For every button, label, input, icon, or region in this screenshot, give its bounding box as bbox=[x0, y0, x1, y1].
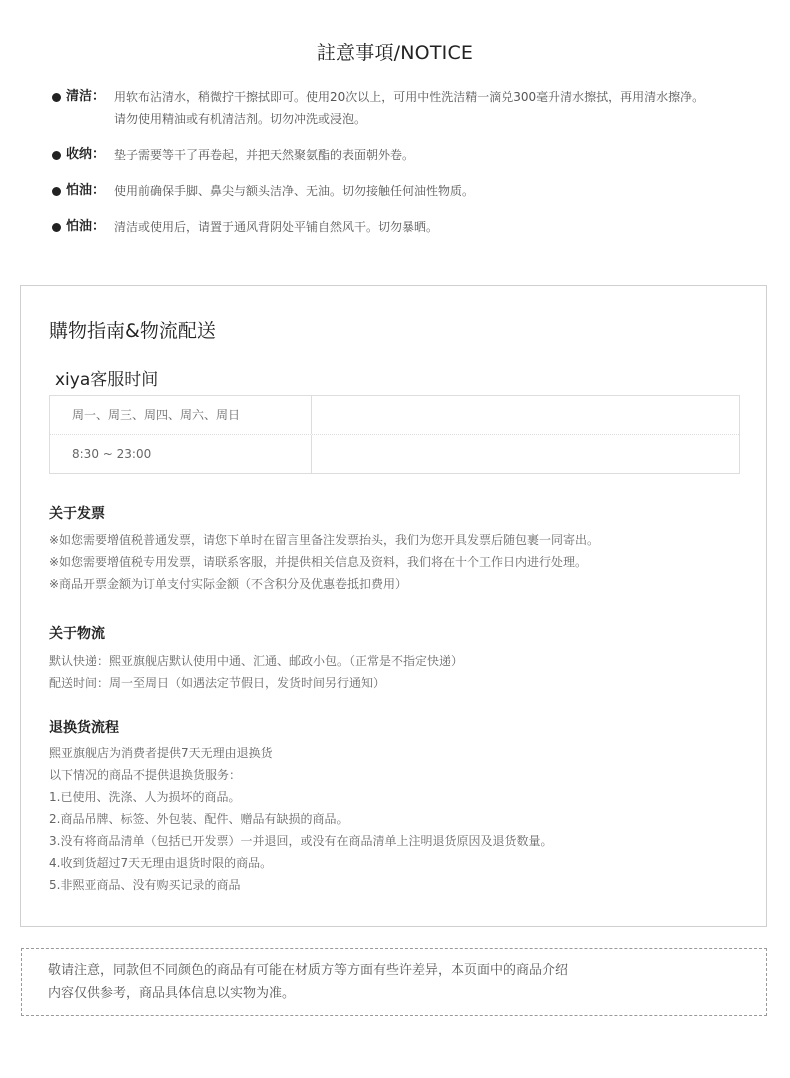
shipping-section-body bbox=[49, 650, 463, 694]
shipping-line: 配送时间：周一至周日（如遇法定节假日，发货时间另行通知） bbox=[49, 676, 386, 690]
returns-section-body bbox=[49, 742, 552, 896]
service-hours-cell: 8:30 ~ 23:00 bbox=[50, 435, 312, 473]
service-days-cell: 周一、周三、周四、周六、周日 bbox=[50, 396, 312, 434]
table-row bbox=[50, 396, 739, 435]
notice-text: 用软布沾清水，稍微拧干擦拭即可。使用20次以上，可用中性洗洁精一滴兑300毫升清水擦拭，再用清水擦净。 bbox=[114, 90, 705, 104]
invoice-line: ※如您需要增值税普通发票，请您下单时在留言里备注发票抬头，我们为您开具发票后随包裹一同寄出。 bbox=[49, 533, 600, 547]
notice-label: 怕油： bbox=[66, 219, 106, 234]
notice-title: 註意事項/NOTICE bbox=[316, 42, 474, 64]
notice-text: 请勿使用精油或有机清洁剂。切勿冲洗或浸泡。 bbox=[114, 112, 367, 126]
table-row bbox=[50, 435, 739, 473]
bullet-icon bbox=[52, 93, 61, 102]
shipping-line: 默认快递：熙亚旗舰店默认使用中通、汇通、邮政小包。（正常是不指定快递） bbox=[49, 654, 464, 668]
invoice-line: ※商品开票金额为订单支付实际金额（不含积分及优惠卷抵扣费用） bbox=[49, 577, 408, 591]
notice-label: 清洁： bbox=[66, 89, 106, 104]
guide-title: 購物指南&物流配送 bbox=[49, 320, 216, 342]
notice-label: 怕油： bbox=[66, 183, 106, 198]
invoice-section-title: 关于发票 bbox=[49, 506, 105, 522]
returns-line: 以下情况的商品不提供退换货服务： bbox=[49, 768, 242, 782]
notice-text: 垫子需要等干了再卷起，并把天然聚氨酯的表面朝外卷。 bbox=[114, 148, 415, 162]
returns-line: 1.已使用、洗涤、人为损坏的商品。 bbox=[49, 790, 241, 804]
service-hours-table bbox=[49, 395, 740, 474]
bullet-icon bbox=[52, 223, 61, 232]
notice-item-storage bbox=[52, 144, 762, 166]
returns-line: 5.非熙亚商品、没有购买记录的商品 bbox=[49, 878, 241, 892]
service-hours-title: xiya客服时间 bbox=[55, 370, 159, 390]
returns-line: 熙亚旗舰店为消费者提供7天无理由退换货 bbox=[49, 746, 273, 760]
returns-line: 4.收到货超过7天无理由退货时限的商品。 bbox=[49, 856, 273, 870]
notice-text: 清洁或使用后，请置于通风背阴处平铺自然风干。切勿暴晒。 bbox=[114, 220, 439, 234]
notice-label: 收纳： bbox=[66, 147, 106, 162]
invoice-section-body bbox=[49, 529, 599, 595]
notice-item-oil bbox=[52, 180, 762, 202]
returns-line: 2.商品吊牌、标签、外包装、配件、赠品有缺损的商品。 bbox=[49, 812, 349, 826]
bullet-icon bbox=[52, 151, 61, 160]
bullet-icon bbox=[52, 187, 61, 196]
shopping-guide-panel bbox=[20, 285, 767, 927]
disclaimer-line: 内容仅供参考，商品具体信息以实物为准。 bbox=[48, 986, 296, 1001]
disclaimer-box bbox=[21, 948, 767, 1016]
invoice-line: ※如您需要增值税专用发票，请联系客服，并提供相关信息及资料，我们将在十个工作日内进行处理。 bbox=[49, 555, 588, 569]
notice-list bbox=[52, 86, 762, 238]
notice-item-cleaning bbox=[52, 86, 762, 130]
disclaimer-line: 敬请注意，同款但不同颜色的商品有可能在材质方等方面有些许差异，本页面中的商品介绍 bbox=[48, 963, 569, 978]
notice-item-drying bbox=[52, 216, 762, 238]
notice-text: 使用前确保手脚、鼻尖与额头洁净、无油。切勿接触任何油性物质。 bbox=[114, 184, 475, 198]
returns-line: 3.没有将商品清单（包括已开发票）一并退回，或没有在商品清单上注明退货原因及退货数量。 bbox=[49, 834, 553, 848]
shipping-section-title: 关于物流 bbox=[49, 626, 105, 642]
returns-section-title: 退换货流程 bbox=[49, 720, 119, 736]
